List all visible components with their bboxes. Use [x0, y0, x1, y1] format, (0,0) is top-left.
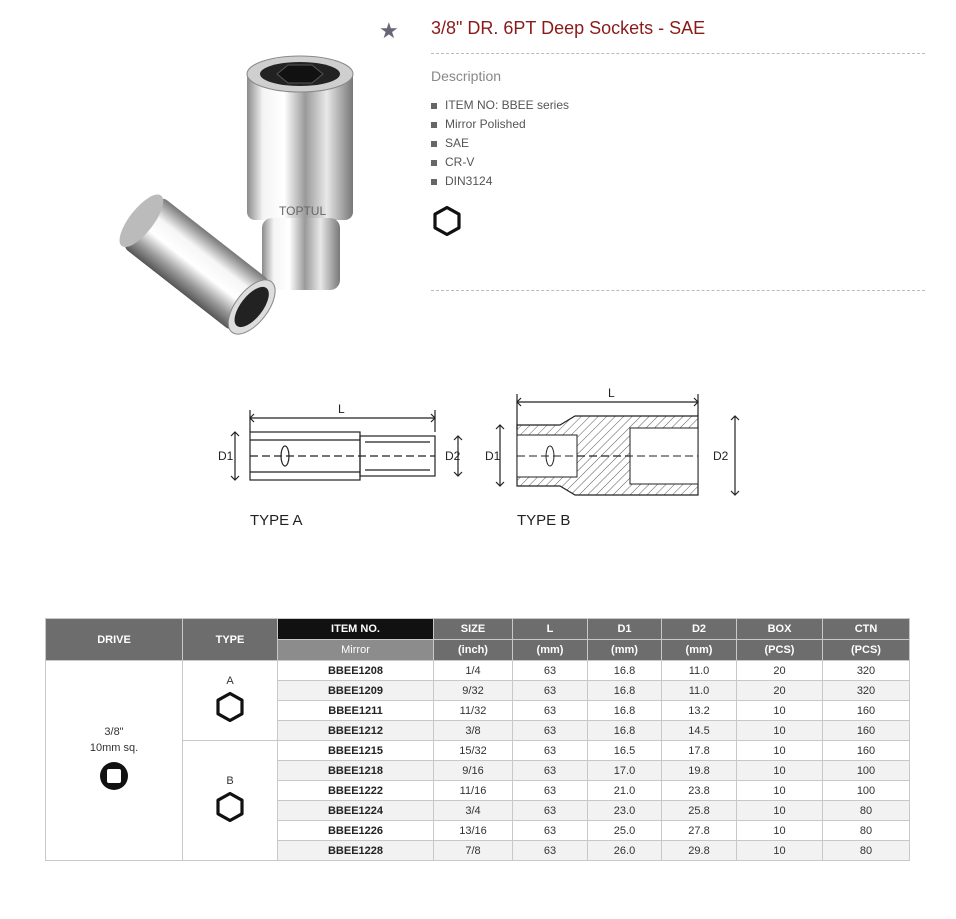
- bullet-icon: [431, 103, 437, 109]
- header-d2-unit: (mm): [662, 640, 737, 661]
- table-cell: 13.2: [662, 701, 737, 721]
- table-cell: 7/8: [434, 841, 513, 861]
- bullet-icon: [431, 160, 437, 166]
- star-icon[interactable]: ★: [379, 18, 399, 43]
- table-cell: 63: [513, 681, 588, 701]
- hexagon-6pt-icon: [214, 691, 246, 726]
- item-number-cell: BBEE1218: [278, 761, 434, 781]
- feature-item: DIN3124: [431, 172, 569, 191]
- drive-square: 10mm sq.: [89, 742, 139, 754]
- item-number-cell: BBEE1228: [278, 841, 434, 861]
- table-cell: 63: [513, 781, 588, 801]
- type-a-value: A: [226, 675, 234, 687]
- table-cell: 20: [737, 661, 823, 681]
- header-size-unit: (inch): [434, 640, 513, 661]
- feature-item: SAE: [431, 134, 569, 153]
- table-cell: 23.8: [662, 781, 737, 801]
- title-divider: [431, 53, 925, 54]
- item-number-cell: BBEE1215: [278, 741, 434, 761]
- feature-list: [431, 96, 569, 191]
- table-cell: 63: [513, 721, 588, 741]
- item-number-cell: BBEE1209: [278, 681, 434, 701]
- table-cell: 16.8: [588, 661, 662, 681]
- table-cell: 14.5: [662, 721, 737, 741]
- table-cell: 23.0: [588, 801, 662, 821]
- header-d2: D2: [662, 619, 737, 640]
- table-cell: 160: [823, 701, 910, 721]
- table-cell: 11/32: [434, 701, 513, 721]
- drive-cell: [46, 661, 183, 861]
- hexagon-6pt-icon: [214, 791, 246, 826]
- table-cell: 10: [737, 781, 823, 801]
- header-drive: DRIVE: [46, 619, 183, 661]
- table-cell: 13/16: [434, 821, 513, 841]
- header-d1: D1: [588, 619, 662, 640]
- table-cell: 80: [823, 821, 910, 841]
- feature-item: ITEM NO: BBEE series: [431, 96, 569, 115]
- table-cell: 9/16: [434, 761, 513, 781]
- header-l: L: [513, 619, 588, 640]
- table-cell: 10: [737, 841, 823, 861]
- table-cell: 100: [823, 781, 910, 801]
- bullet-icon: [431, 141, 437, 147]
- type-b-d1-label: D1: [485, 449, 501, 463]
- square-drive-icon: [98, 760, 130, 795]
- item-number-cell: BBEE1208: [278, 661, 434, 681]
- table-cell: 10: [737, 721, 823, 741]
- feature-item: CR-V: [431, 153, 569, 172]
- type-b-label: TYPE B: [517, 512, 571, 529]
- table-cell: 63: [513, 761, 588, 781]
- type-b-l-label: L: [608, 386, 615, 400]
- table-cell: 16.8: [588, 681, 662, 701]
- header-type: TYPE: [183, 619, 278, 661]
- table-cell: 10: [737, 821, 823, 841]
- type-a-label: TYPE A: [250, 512, 303, 529]
- table-cell: 320: [823, 661, 910, 681]
- header-ctn-unit: (PCS): [823, 640, 910, 661]
- bullet-icon: [431, 179, 437, 185]
- bullet-icon: [431, 122, 437, 128]
- table-cell: 10: [737, 701, 823, 721]
- table-cell: 63: [513, 741, 588, 761]
- table-cell: 63: [513, 841, 588, 861]
- dimension-diagrams: [210, 380, 770, 540]
- table-cell: 21.0: [588, 781, 662, 801]
- table-cell: 160: [823, 721, 910, 741]
- spec-table: [45, 618, 910, 861]
- item-number-cell: BBEE1212: [278, 721, 434, 741]
- table-cell: 26.0: [588, 841, 662, 861]
- table-cell: 20: [737, 681, 823, 701]
- type-a-d2-label: D2: [445, 449, 461, 463]
- table-cell: 15/32: [434, 741, 513, 761]
- table-cell: 63: [513, 661, 588, 681]
- description-divider: [431, 290, 925, 291]
- table-cell: 25.8: [662, 801, 737, 821]
- header-box: BOX: [737, 619, 823, 640]
- header-size: SIZE: [434, 619, 513, 640]
- type-b-value: B: [226, 775, 234, 787]
- table-cell: 27.8: [662, 821, 737, 841]
- table-cell: 16.8: [588, 721, 662, 741]
- header-item-no: ITEM NO.: [278, 619, 434, 640]
- table-cell: 320: [823, 681, 910, 701]
- page-title: 3/8" DR. 6PT Deep Sockets - SAE: [431, 18, 706, 38]
- table-cell: 17.8: [662, 741, 737, 761]
- type-b-cell: [183, 741, 278, 861]
- product-photo: [92, 50, 362, 340]
- hexagon-6pt-icon: [431, 205, 463, 242]
- table-cell: 10: [737, 741, 823, 761]
- header-item-sub: Mirror: [278, 640, 434, 661]
- feature-item: Mirror Polished: [431, 115, 569, 134]
- table-row: [46, 661, 910, 681]
- table-cell: 10: [737, 801, 823, 821]
- header-box-unit: (PCS): [737, 640, 823, 661]
- table-cell: 29.8: [662, 841, 737, 861]
- type-a-cell: [183, 661, 278, 741]
- header-d1-unit: (mm): [588, 640, 662, 661]
- table-cell: 10: [737, 761, 823, 781]
- table-cell: 1/4: [434, 661, 513, 681]
- table-cell: 19.8: [662, 761, 737, 781]
- table-cell: 80: [823, 801, 910, 821]
- description-heading: Description: [431, 68, 502, 84]
- item-number-cell: BBEE1211: [278, 701, 434, 721]
- header-l-unit: (mm): [513, 640, 588, 661]
- table-cell: 11.0: [662, 661, 737, 681]
- item-number-cell: BBEE1224: [278, 801, 434, 821]
- table-cell: 16.5: [588, 741, 662, 761]
- item-number-cell: BBEE1222: [278, 781, 434, 801]
- table-cell: 11/16: [434, 781, 513, 801]
- table-cell: 100: [823, 761, 910, 781]
- type-a-d1-label: D1: [218, 449, 234, 463]
- table-cell: 9/32: [434, 681, 513, 701]
- table-cell: 3/4: [434, 801, 513, 821]
- table-cell: 17.0: [588, 761, 662, 781]
- table-cell: 160: [823, 741, 910, 761]
- table-cell: 16.8: [588, 701, 662, 721]
- table-cell: 25.0: [588, 821, 662, 841]
- table-cell: 63: [513, 801, 588, 821]
- table-cell: 11.0: [662, 681, 737, 701]
- type-a-l-label: L: [338, 402, 345, 416]
- table-cell: 63: [513, 701, 588, 721]
- type-b-d2-label: D2: [713, 449, 729, 463]
- table-cell: 63: [513, 821, 588, 841]
- table-cell: 80: [823, 841, 910, 861]
- item-number-cell: BBEE1226: [278, 821, 434, 841]
- header-ctn: CTN: [823, 619, 910, 640]
- brand-mark: TOPTUL: [279, 204, 327, 218]
- drive-size: 3/8": [104, 726, 124, 738]
- table-cell: 3/8: [434, 721, 513, 741]
